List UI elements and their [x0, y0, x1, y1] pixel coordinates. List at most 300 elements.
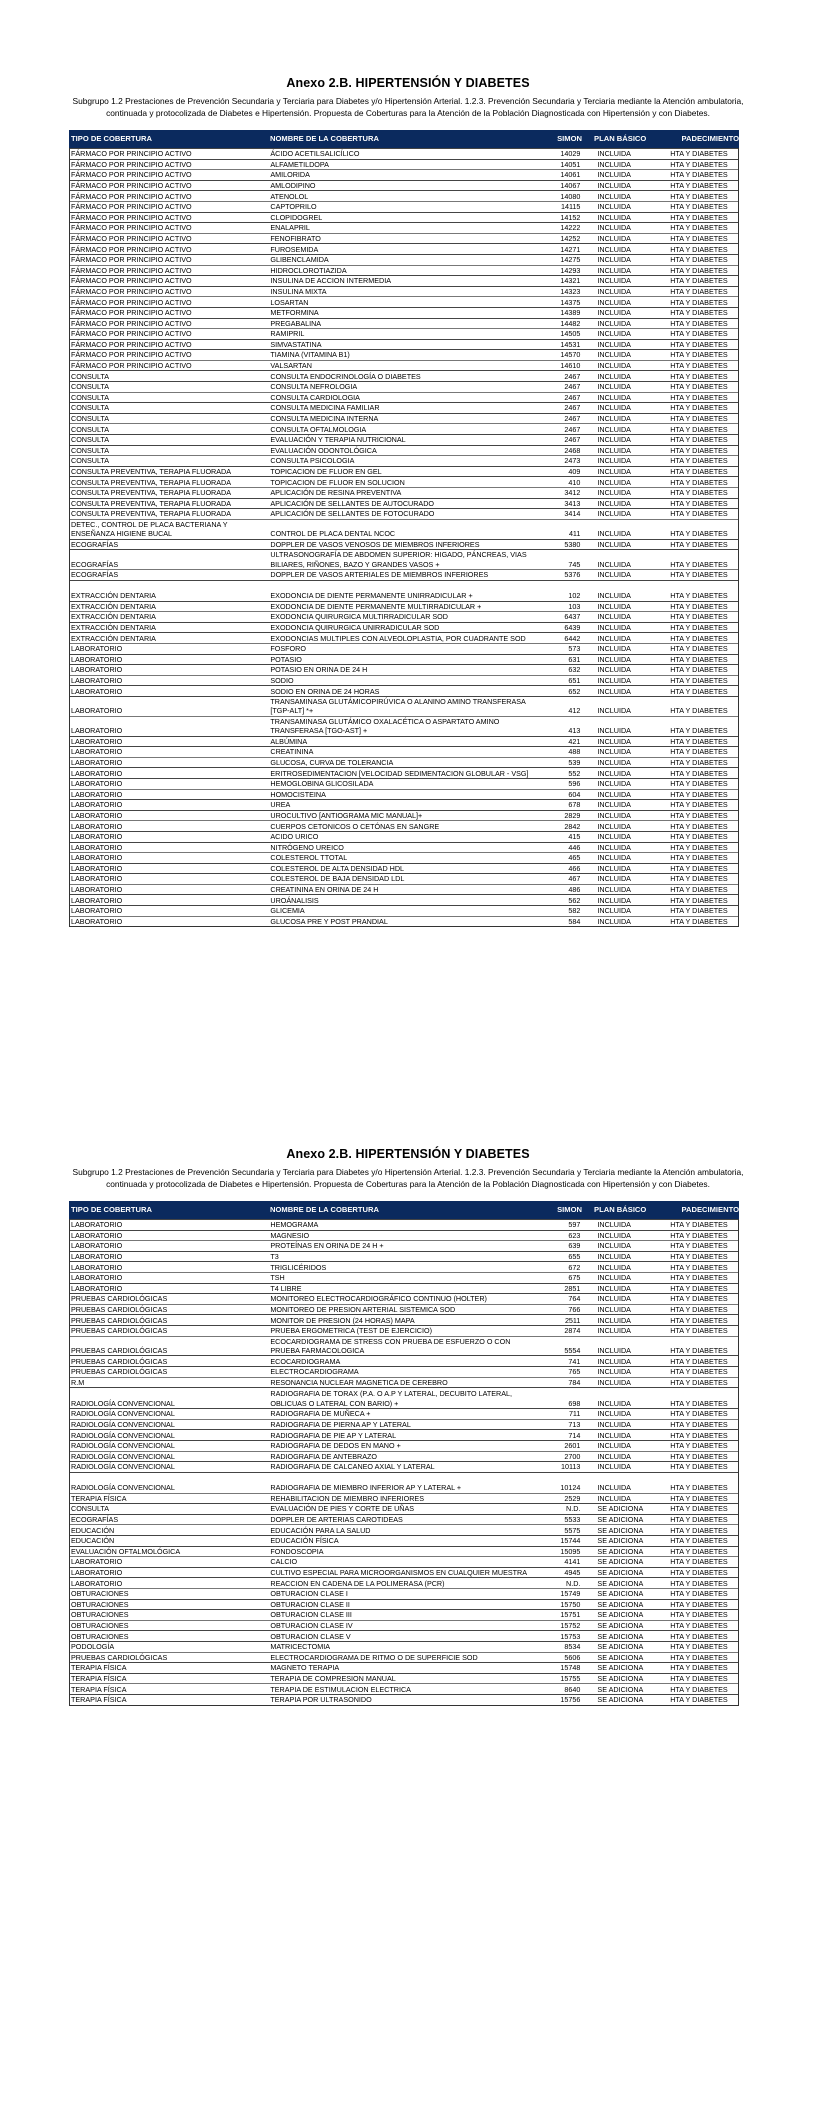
cell-simon: 2467	[564, 371, 581, 381]
column-header-plan: PLAN BÁSICO	[594, 133, 647, 143]
cell-plan: SE ADICIONA	[597, 1610, 644, 1620]
cell-padecimiento: HTA Y DIABETES	[670, 1294, 728, 1304]
cell-plan: INCLUIDA	[597, 853, 631, 863]
cell-tipo: PRUEBAS CARDIOLÓGICAS	[71, 1356, 168, 1366]
cell-padecimiento: HTA Y DIABETES	[670, 1409, 728, 1419]
cell-padecimiento: HTA Y DIABETES	[670, 361, 728, 371]
cell-padecimiento: HTA Y DIABETES	[670, 622, 728, 632]
cell-padecimiento: HTA Y DIABETES	[670, 1241, 728, 1251]
table-row	[70, 169, 738, 180]
cell-nombre: ALFAMETILDOPA	[270, 159, 329, 169]
column-header-padecimiento: PADECIMIENTO	[681, 1204, 739, 1214]
cell-plan: INCLUIDA	[597, 1367, 631, 1377]
cell-padecimiento: HTA Y DIABETES	[670, 1377, 728, 1387]
cell-plan: INCLUIDA	[597, 686, 631, 696]
table-row	[70, 254, 738, 265]
table-row	[70, 1599, 738, 1610]
cell-plan: INCLUIDA	[597, 1294, 631, 1304]
table-row	[70, 1694, 738, 1705]
cell-padecimiento: HTA Y DIABETES	[670, 1504, 728, 1514]
cell-tipo: FÁRMACO POR PRINCIPIO ACTIVO	[71, 202, 192, 212]
column-header-tipo: TIPO DE COBERTURA	[71, 1204, 153, 1214]
cell-nombre: RAMIPRIL	[270, 329, 305, 339]
cell-plan: INCLUIDA	[597, 800, 631, 810]
cell-tipo: LABORATORIO	[71, 810, 123, 820]
table-row	[70, 1304, 738, 1315]
table-row	[70, 423, 738, 434]
cell-padecimiento: HTA Y DIABETES	[670, 810, 728, 820]
table-row	[70, 476, 738, 487]
cell-nombre: SIMVASTATINA	[270, 339, 322, 349]
cell-nombre: CONSULTA CARDIOLOGIA	[270, 392, 360, 402]
table-row	[70, 413, 738, 424]
cell-plan: INCLUIDA	[597, 1419, 631, 1429]
cell-plan: INCLUIDA	[597, 223, 631, 233]
cell-padecimiento: HTA Y DIABETES	[670, 1398, 728, 1408]
cell-nombre: RADIOGRAFIA DE ANTEBRAZO	[270, 1451, 378, 1461]
cell-simon: 446	[568, 842, 581, 852]
cell-nombre: FONDOSCOPIA	[270, 1546, 324, 1556]
cell-plan: INCLUIDA	[597, 644, 631, 654]
table-row	[70, 1588, 738, 1599]
cell-plan: INCLUIDA	[597, 1304, 631, 1314]
cell-plan: INCLUIDA	[597, 1441, 631, 1451]
cell-tipo: TERAPIA FÍSICA	[71, 1663, 127, 1673]
cell-tipo: LABORATORIO	[71, 768, 123, 778]
cell-plan: INCLUIDA	[597, 916, 631, 926]
cell-nombre: CONSULTA MEDICINA FAMILIAR	[270, 403, 380, 413]
cell-padecimiento: HTA Y DIABETES	[670, 885, 728, 895]
cell-simon: 411	[568, 529, 581, 539]
table-row	[70, 487, 738, 498]
cell-simon: 4945	[564, 1568, 581, 1578]
cell-plan: INCLUIDA	[597, 842, 631, 852]
cell-padecimiento: HTA Y DIABETES	[670, 1220, 728, 1230]
cell-tipo: FÁRMACO POR PRINCIPIO ACTIVO	[71, 212, 192, 222]
cell-simon: 713	[568, 1419, 581, 1429]
table-row	[70, 643, 738, 654]
page-1	[0, 76, 816, 927]
cell-tipo: PRUEBAS CARDIOLÓGICAS	[71, 1345, 168, 1355]
cell-simon: N.D.	[566, 1578, 581, 1588]
cell-simon: 8640	[564, 1684, 581, 1694]
table-row	[70, 1377, 738, 1388]
cell-nombre: ELECTROCARDIOGRAMA DE RITMO O DE SUPERFICIE SOD	[270, 1652, 478, 1662]
cell-nombre: SODIO	[270, 675, 294, 685]
cell-nombre: TOPICACION DE FLUOR EN SOLUCION	[270, 477, 405, 487]
cell-padecimiento: HTA Y DIABETES	[670, 706, 728, 716]
cell-plan: INCLUIDA	[597, 233, 631, 243]
cell-nombre: DOPPLER DE VASOS VENOSOS DE MIEMBROS INFERIORES	[270, 539, 480, 549]
cell-nombre: FOSFORO	[270, 644, 306, 654]
cell-nombre: AMLODIPINO	[270, 180, 316, 190]
cell-tipo: RADIOLOGÍA CONVENCIONAL	[71, 1409, 175, 1419]
table-row	[70, 201, 738, 212]
cell-padecimiento: HTA Y DIABETES	[670, 747, 728, 757]
cell-plan: SE ADICIONA	[597, 1663, 644, 1673]
cell-plan: INCLUIDA	[597, 1430, 631, 1440]
cell-plan: INCLUIDA	[597, 308, 631, 318]
table-row	[70, 1546, 738, 1557]
table-row	[70, 370, 738, 381]
column-header-simon: SIMON	[557, 1204, 582, 1214]
cell-plan: INCLUIDA	[597, 1241, 631, 1251]
table-row	[70, 466, 738, 477]
cell-nombre: UROÁNALISIS	[270, 895, 319, 905]
page-title: Anexo 2.B. HIPERTENSIÓN Y DIABETES	[286, 1147, 530, 1161]
table-row	[70, 820, 738, 831]
cell-simon: 2467	[564, 392, 581, 402]
cell-simon: 466	[568, 863, 581, 873]
table-row	[70, 905, 738, 916]
cell-nombre: APLICACIÓN DE SELLANTES DE AUTOCURADO	[270, 498, 434, 508]
cell-padecimiento: HTA Y DIABETES	[670, 286, 728, 296]
cell-tipo: RADIOLOGÍA CONVENCIONAL	[71, 1451, 175, 1461]
cell-plan: INCLUIDA	[597, 1345, 631, 1355]
cell-simon: 2601	[564, 1441, 581, 1451]
cell-padecimiento: HTA Y DIABETES	[670, 456, 728, 466]
cell-padecimiento: HTA Y DIABETES	[670, 821, 728, 831]
cell-plan: INCLUIDA	[597, 768, 631, 778]
table-row	[70, 696, 738, 716]
cell-tipo: LABORATORIO	[71, 885, 123, 895]
cell-nombre: FUROSEMIDA	[270, 244, 319, 254]
table-row	[70, 1461, 738, 1472]
cell-padecimiento: HTA Y DIABETES	[670, 675, 728, 685]
cell-plan: SE ADICIONA	[597, 1631, 644, 1641]
cell-simon: 5380	[564, 539, 581, 549]
cell-simon: 14061	[560, 170, 581, 180]
cell-tipo: CONSULTA	[71, 456, 110, 466]
cell-plan: SE ADICIONA	[597, 1525, 644, 1535]
table-row	[70, 307, 738, 318]
cell-simon: 2467	[564, 414, 581, 424]
cell-plan: INCLUIDA	[597, 863, 631, 873]
cell-nombre: MONITOR DE PRESION (24 HORAS) MAPA	[270, 1315, 415, 1325]
table-row	[70, 349, 738, 360]
table-row	[70, 222, 738, 233]
cell-plan: INCLUIDA	[597, 810, 631, 820]
cell-padecimiento: HTA Y DIABETES	[670, 612, 728, 622]
coverage-table	[69, 130, 739, 927]
cell-padecimiento: HTA Y DIABETES	[670, 1462, 728, 1472]
table-row	[70, 1419, 738, 1430]
cell-tipo: ECOGRAFÍAS	[71, 559, 119, 569]
cell-plan: SE ADICIONA	[597, 1536, 644, 1546]
cell-padecimiento: HTA Y DIABETES	[670, 1525, 728, 1535]
cell-padecimiento: HTA Y DIABETES	[670, 1621, 728, 1630]
cell-padecimiento: HTA Y DIABETES	[670, 1673, 728, 1683]
table-row	[70, 716, 738, 736]
cell-tipo: CONSULTA PREVENTIVA, TERAPIA FLUORADA	[71, 488, 232, 498]
cell-tipo: PRUEBAS CARDIOLÓGICAS	[71, 1367, 168, 1377]
table-row	[70, 611, 738, 622]
cell-plan: INCLUIDA	[597, 821, 631, 831]
cell-padecimiento: HTA Y DIABETES	[670, 191, 728, 201]
table-row	[70, 275, 738, 286]
cell-plan: INCLUIDA	[597, 885, 631, 895]
table-header	[69, 130, 739, 148]
cell-simon: 5606	[564, 1652, 581, 1662]
cell-nombre: CUERPOS CETONICOS O CETÓNAS EN SANGRE	[270, 821, 440, 831]
cell-tipo: CONSULTA	[71, 382, 110, 392]
cell-simon: 5554	[564, 1345, 581, 1355]
cell-padecimiento: HTA Y DIABETES	[670, 445, 728, 455]
cell-simon: N.D.	[566, 1504, 581, 1514]
cell-plan: INCLUIDA	[597, 318, 631, 328]
cell-plan: SE ADICIONA	[597, 1568, 644, 1578]
cell-tipo: ECOGRAFÍAS	[71, 1515, 119, 1525]
table-row	[70, 1683, 738, 1694]
cell-padecimiento: HTA Y DIABETES	[670, 233, 728, 243]
cell-plan: INCLUIDA	[597, 1283, 631, 1293]
cell-padecimiento: HTA Y DIABETES	[670, 644, 728, 654]
cell-nombre: LOSARTAN	[270, 297, 309, 307]
cell-padecimiento: HTA Y DIABETES	[670, 1326, 728, 1336]
cell-tipo: EXTRACCIÓN DENTARIA	[71, 633, 156, 643]
cell-padecimiento: HTA Y DIABETES	[670, 916, 728, 926]
cell-plan: INCLUIDA	[597, 779, 631, 789]
cell-simon: 14293	[560, 265, 581, 275]
cell-tipo: LABORATORIO	[71, 916, 123, 926]
table-row	[70, 402, 738, 413]
cell-nombre: REHABILITACION DE MIEMBRO INFERIORES	[270, 1493, 424, 1503]
cell-simon: 103	[568, 601, 581, 611]
cell-padecimiento: HTA Y DIABETES	[670, 1493, 728, 1503]
cell-tipo: LABORATORIO	[71, 1557, 123, 1567]
cell-plan: INCLUIDA	[597, 1462, 631, 1472]
table-row	[70, 1662, 738, 1673]
cell-nombre: RADIOGRAFIA DE PIERNA AP Y LATERAL	[270, 1419, 411, 1429]
cell-tipo: OBTURACIONES	[71, 1610, 129, 1620]
cell-padecimiento: HTA Y DIABETES	[670, 591, 728, 601]
cell-tipo: ECOGRAFÍAS	[71, 539, 119, 549]
cell-simon: 604	[568, 789, 581, 799]
cell-tipo: FÁRMACO POR PRINCIPIO ACTIVO	[71, 329, 192, 339]
cell-padecimiento: HTA Y DIABETES	[670, 1367, 728, 1377]
table-row	[70, 1630, 738, 1641]
cell-padecimiento: HTA Y DIABETES	[670, 633, 728, 643]
cell-simon: 14051	[560, 159, 581, 169]
cell-tipo: CONSULTA PREVENTIVA, TERAPIA FLUORADA	[71, 467, 232, 476]
cell-tipo: PRUEBAS CARDIOLÓGICAS	[71, 1294, 168, 1304]
cell-tipo: FÁRMACO POR PRINCIPIO ACTIVO	[71, 318, 192, 328]
cell-plan: INCLUIDA	[597, 414, 631, 424]
cell-simon: 539	[568, 757, 581, 767]
cell-plan: INCLUIDA	[597, 456, 631, 466]
table-row	[70, 360, 738, 371]
cell-simon: 2874	[564, 1326, 581, 1336]
table-row	[70, 1641, 738, 1652]
cell-padecimiento: HTA Y DIABETES	[670, 318, 728, 328]
cell-simon: 597	[568, 1220, 581, 1230]
cell-tipo: EXTRACCIÓN DENTARIA	[71, 622, 156, 632]
cell-nombre: CONSULTA NEFROLOGIA	[270, 382, 358, 392]
cell-plan: INCLUIDA	[597, 392, 631, 402]
cell-nombre: HEMOGRAMA	[270, 1220, 319, 1230]
cell-padecimiento: HTA Y DIABETES	[670, 863, 728, 873]
cell-padecimiento: HTA Y DIABETES	[670, 276, 728, 286]
cell-plan: INCLUIDA	[597, 1398, 631, 1408]
cell-simon: 14389	[560, 308, 581, 318]
cell-padecimiento: HTA Y DIABETES	[670, 789, 728, 799]
cell-simon: 14271	[560, 244, 581, 254]
table-body	[69, 148, 739, 927]
cell-simon: 14067	[560, 180, 581, 190]
cell-padecimiento: HTA Y DIABETES	[670, 1315, 728, 1325]
cell-padecimiento: HTA Y DIABETES	[670, 382, 728, 392]
cell-padecimiento: HTA Y DIABETES	[670, 1684, 728, 1694]
cell-nombre: ENALAPRIL	[270, 223, 310, 233]
table-row	[70, 1535, 738, 1546]
cell-simon: 15749	[560, 1589, 581, 1599]
cell-tipo: PODOLOGÍA	[71, 1642, 115, 1652]
cell-simon: 3412	[564, 488, 581, 498]
cell-simon: 584	[568, 916, 581, 926]
cell-simon: 14080	[560, 191, 581, 201]
table-row	[70, 863, 738, 874]
cell-padecimiento: HTA Y DIABETES	[670, 223, 728, 233]
table-row	[70, 664, 738, 675]
cell-simon: 6437	[564, 612, 581, 622]
cell-simon: 14222	[560, 223, 581, 233]
cell-simon: 675	[568, 1273, 581, 1283]
cell-padecimiento: HTA Y DIABETES	[670, 1557, 728, 1567]
cell-nombre: OBTURACION CLASE V	[270, 1631, 351, 1641]
cell-tipo: CONSULTA PREVENTIVA, TERAPIA FLUORADA	[71, 498, 232, 508]
table-row	[70, 1503, 738, 1514]
cell-nombre: RESONANCIA NUCLEAR MAGNETICA DE CEREBRO	[270, 1377, 448, 1387]
cell-simon: 15755	[560, 1673, 581, 1683]
table-row	[70, 1652, 738, 1663]
cell-tipo: LABORATORIO	[71, 895, 123, 905]
cell-nombre: HOMOCISTEINA	[270, 789, 326, 799]
cell-tipo: TERAPIA FÍSICA	[71, 1493, 127, 1503]
cell-padecimiento: HTA Y DIABETES	[670, 212, 728, 222]
cell-padecimiento: HTA Y DIABETES	[670, 180, 728, 190]
column-header-tipo: TIPO DE COBERTURA	[71, 133, 153, 143]
cell-plan: INCLUIDA	[597, 1483, 631, 1493]
cell-padecimiento: HTA Y DIABETES	[670, 1695, 728, 1705]
cell-nombre: MAGNESIO	[270, 1230, 310, 1240]
cell-tipo: LABORATORIO	[71, 874, 123, 884]
table-row	[70, 1314, 738, 1325]
cell-simon: 631	[568, 654, 581, 664]
cell-padecimiento: HTA Y DIABETES	[670, 1283, 728, 1293]
cell-plan: INCLUIDA	[597, 329, 631, 339]
table-body	[69, 1219, 739, 1706]
cell-simon: 2467	[564, 424, 581, 434]
cell-simon: 486	[568, 885, 581, 895]
cell-simon: 5575	[564, 1525, 581, 1535]
cell-simon: 651	[568, 675, 581, 685]
cell-simon: 14531	[560, 339, 581, 349]
cell-simon: 15753	[560, 1631, 581, 1641]
cell-plan: INCLUIDA	[597, 339, 631, 349]
cell-padecimiento: HTA Y DIABETES	[670, 392, 728, 402]
cell-plan: INCLUIDA	[597, 276, 631, 286]
table-row	[70, 1336, 738, 1356]
table-row	[70, 1408, 738, 1419]
cell-plan: SE ADICIONA	[597, 1621, 644, 1630]
cell-padecimiento: HTA Y DIABETES	[670, 1536, 728, 1546]
table-row	[70, 916, 738, 927]
cell-plan: INCLUIDA	[597, 498, 631, 508]
cell-plan: INCLUIDA	[597, 488, 631, 498]
cell-tipo: LABORATORIO	[71, 757, 123, 767]
column-header-simon: SIMON	[557, 133, 582, 143]
cell-nombre: HIDROCLOROTIAZIDA	[270, 265, 347, 275]
cell-tipo: LABORATORIO	[71, 675, 123, 685]
cell-nombre: VALSARTAN	[270, 361, 312, 371]
cell-nombre: ÁCIDO ACETILSALICÍLICO	[270, 149, 360, 159]
cell-nombre: POTASIO	[270, 654, 302, 664]
cell-padecimiento: HTA Y DIABETES	[670, 435, 728, 445]
cell-tipo: LABORATORIO	[71, 686, 123, 696]
cell-plan: INCLUIDA	[597, 159, 631, 169]
cell-padecimiento: HTA Y DIABETES	[670, 1483, 728, 1493]
cell-padecimiento: HTA Y DIABETES	[670, 339, 728, 349]
cell-nombre: UROCULTIVO [ANTIOGRAMA MIC MANUAL]+	[270, 810, 423, 820]
cell-nombre: RADIOGRAFIA DE TORAX (P.A. O A.P Y LATERAL, DECUBITO LATERAL, OBLICUAS O LATERAL CON BARIO) +	[270, 1389, 513, 1408]
cell-padecimiento: HTA Y DIABETES	[670, 1578, 728, 1588]
table-row	[70, 1609, 738, 1620]
cell-plan: INCLUIDA	[597, 424, 631, 434]
cell-plan: INCLUIDA	[597, 1273, 631, 1283]
table-row	[70, 1366, 738, 1377]
table-row	[70, 1219, 738, 1230]
cell-padecimiento: HTA Y DIABETES	[670, 329, 728, 339]
cell-plan: INCLUIDA	[597, 1326, 631, 1336]
cell-simon: 2829	[564, 810, 581, 820]
cell-plan: INCLUIDA	[597, 1220, 631, 1230]
cell-plan: INCLUIDA	[597, 874, 631, 884]
cell-plan: SE ADICIONA	[597, 1578, 644, 1588]
cell-simon: 582	[568, 906, 581, 916]
cell-plan: SE ADICIONA	[597, 1673, 644, 1683]
cell-plan: INCLUIDA	[597, 477, 631, 487]
cell-tipo: LABORATORIO	[71, 665, 123, 675]
table-row	[70, 852, 738, 863]
cell-tipo: CONSULTA	[71, 392, 110, 402]
table-row	[70, 498, 738, 509]
cell-tipo: CONSULTA	[71, 424, 110, 434]
cell-plan: INCLUIDA	[597, 747, 631, 757]
cell-plan: INCLUIDA	[597, 1315, 631, 1325]
table-row	[70, 1230, 738, 1241]
cell-plan: INCLUIDA	[597, 654, 631, 664]
cell-plan: INCLUIDA	[597, 675, 631, 685]
cell-simon: 3413	[564, 498, 581, 508]
cell-tipo: RADIOLOGÍA CONVENCIONAL	[71, 1441, 175, 1451]
cell-nombre: POTASIO EN ORINA DE 24 H	[270, 665, 368, 675]
cell-padecimiento: HTA Y DIABETES	[670, 297, 728, 307]
cell-tipo: R.M	[71, 1377, 85, 1387]
cell-nombre: MONITOREO ELECTROCARDIOGRÁFICO CONTINUO (HOLTER)	[270, 1294, 487, 1304]
cell-tipo: FÁRMACO POR PRINCIPIO ACTIVO	[71, 244, 192, 254]
cell-plan: INCLUIDA	[597, 757, 631, 767]
cell-tipo: ECOGRAFÍAS	[71, 570, 119, 580]
table-row	[70, 233, 738, 244]
cell-nombre: CONTROL DE PLACA DENTAL NCOC	[270, 529, 396, 539]
cell-tipo: CONSULTA	[71, 371, 110, 381]
cell-plan: INCLUIDA	[597, 612, 631, 622]
cell-padecimiento: HTA Y DIABETES	[670, 1441, 728, 1451]
cell-nombre: INSULINA DE ACCION INTERMEDIA	[270, 276, 391, 286]
cell-simon: 14321	[560, 276, 581, 286]
cell-plan: INCLUIDA	[597, 1377, 631, 1387]
cell-nombre: RADIOGRAFIA DE CALCANEO AXIAL Y LATERAL	[270, 1462, 435, 1472]
